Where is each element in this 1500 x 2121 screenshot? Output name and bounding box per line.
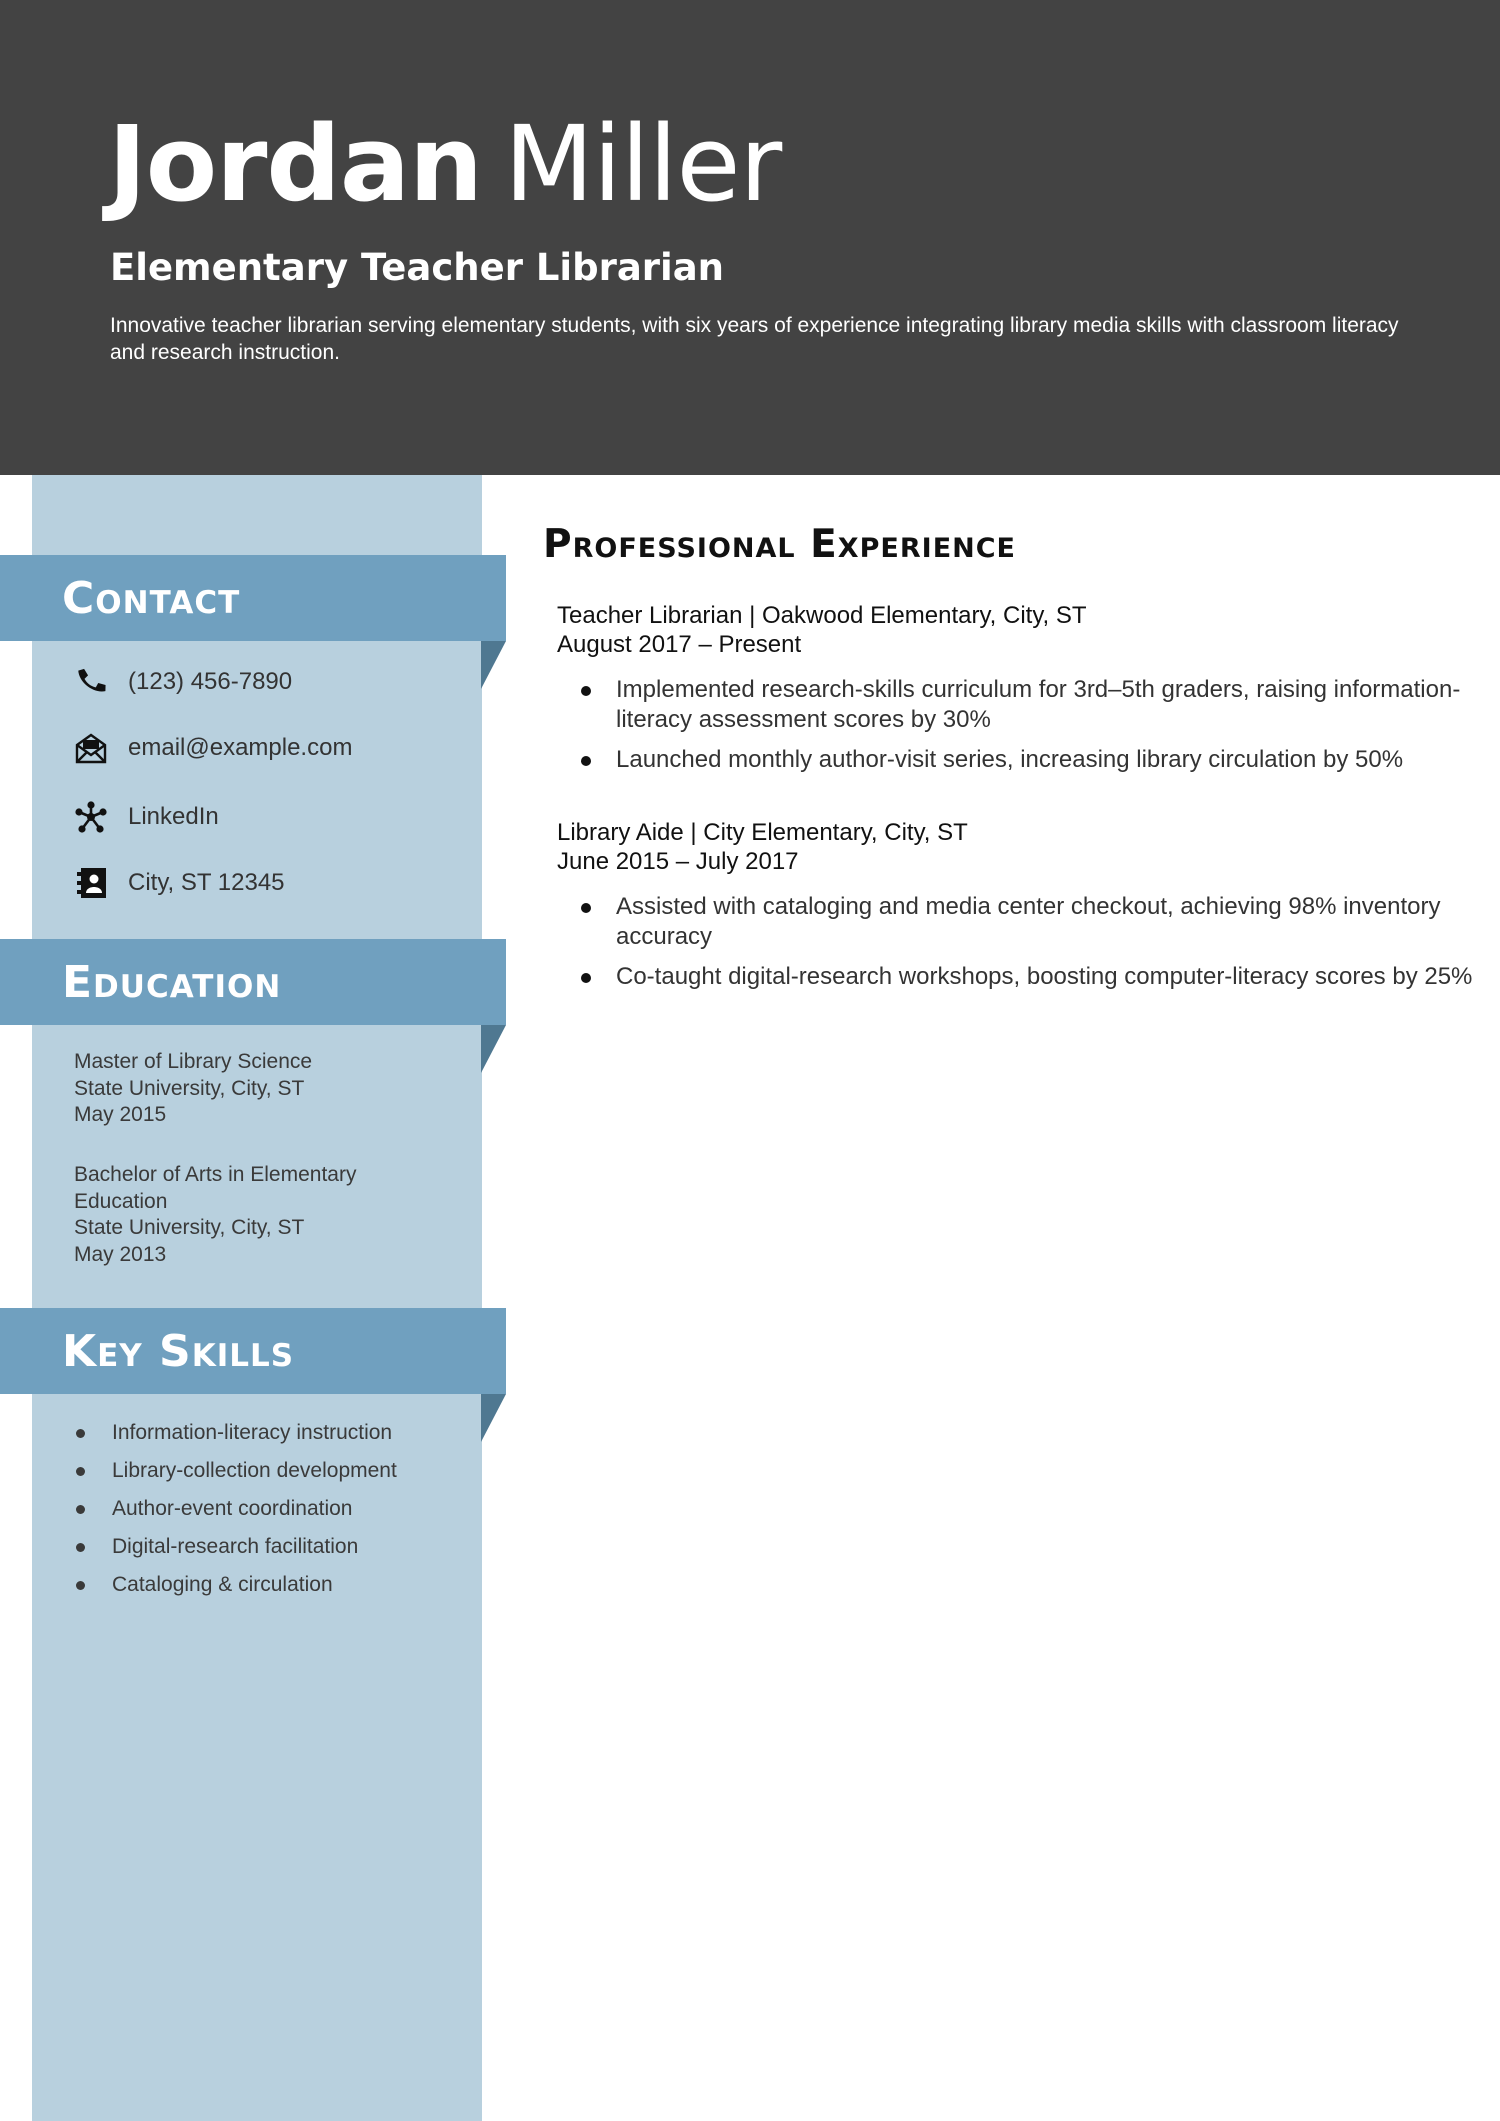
email-icon [74, 731, 108, 765]
job-bullet: Implemented research-skills curriculum for 3rd–5th graders, raising information-literacy assessment scores by 30% [557, 675, 1500, 734]
contact-banner [0, 555, 506, 641]
skill-item: Digital-research facilitation [74, 1528, 397, 1566]
contact-address [74, 863, 285, 903]
job-bullet: Co-taught digital-research workshops, boosting computer-literacy scores by 25% [557, 962, 1500, 992]
email-address[interactable]: email@example.com [128, 734, 353, 761]
education-banner-fold [481, 1025, 506, 1073]
graduation-date: May 2015 [74, 1103, 167, 1126]
job-role: Library Aide | City Elementary, City, ST [557, 819, 968, 846]
job-dates: June 2015 – July 2017 [557, 848, 799, 875]
job-dates: August 2017 – Present [557, 631, 802, 658]
education-heading: Education [62, 957, 282, 1008]
skill-item: Cataloging & circulation [74, 1566, 397, 1604]
skill-item: Library-collection development [74, 1452, 397, 1490]
school: State University, City, ST [74, 1216, 305, 1239]
education-entry [74, 1049, 434, 1129]
phone-icon [74, 665, 108, 699]
skill-item: Information-literacy instruction [74, 1414, 397, 1452]
professional-summary: Innovative teacher librarian serving elementary students, with six years of experience integrating library media skills with classroom literacy and research instruction. [110, 314, 1399, 364]
phone-number: (123) 456-7890 [128, 668, 293, 695]
education-entry [74, 1162, 404, 1268]
school: State University, City, ST [74, 1076, 305, 1100]
sidebar [32, 475, 482, 2121]
job-bullets [557, 892, 1473, 992]
degree: Bachelor of Arts in Elementary Education [74, 1163, 357, 1213]
job-bullet: Launched monthly author-visit series, increasing library circulation by 50% [557, 745, 1500, 775]
contact-linkedin [74, 797, 219, 837]
job-entry [557, 601, 1461, 786]
resume-header [0, 0, 1500, 475]
skills-banner-fold [481, 1394, 506, 1442]
contact-email [74, 728, 352, 768]
degree: Master of Library Science [74, 1050, 313, 1073]
linkedin-icon [74, 800, 108, 834]
job-title: Elementary Teacher Librarian [110, 246, 725, 289]
first-name: Jordan [108, 103, 483, 225]
job-bullets [557, 675, 1461, 775]
address-icon [74, 866, 108, 900]
job-bullet: Assisted with cataloging and media center checkout, achieving 98% inventory accuracy [557, 892, 1500, 951]
job-entry [557, 818, 1473, 1003]
contact-heading: Contact [62, 573, 241, 624]
experience-heading: Professional Experience [543, 522, 1016, 567]
city-address: City, ST 12345 [128, 869, 285, 896]
skill-item: Author-event coordination [74, 1490, 397, 1528]
skills-list [74, 1414, 397, 1604]
last-name: Miller [504, 103, 782, 225]
skills-banner [0, 1308, 506, 1394]
job-role: Teacher Librarian | Oakwood Elementary, City, ST [557, 602, 1087, 629]
contact-phone [74, 662, 292, 702]
education-banner [0, 939, 506, 1025]
contact-banner-fold [481, 641, 506, 689]
skills-heading: Key Skills [62, 1326, 295, 1377]
linkedin-link[interactable]: LinkedIn [128, 803, 219, 830]
candidate-name [108, 103, 782, 225]
graduation-date: May 2013 [74, 1242, 167, 1266]
